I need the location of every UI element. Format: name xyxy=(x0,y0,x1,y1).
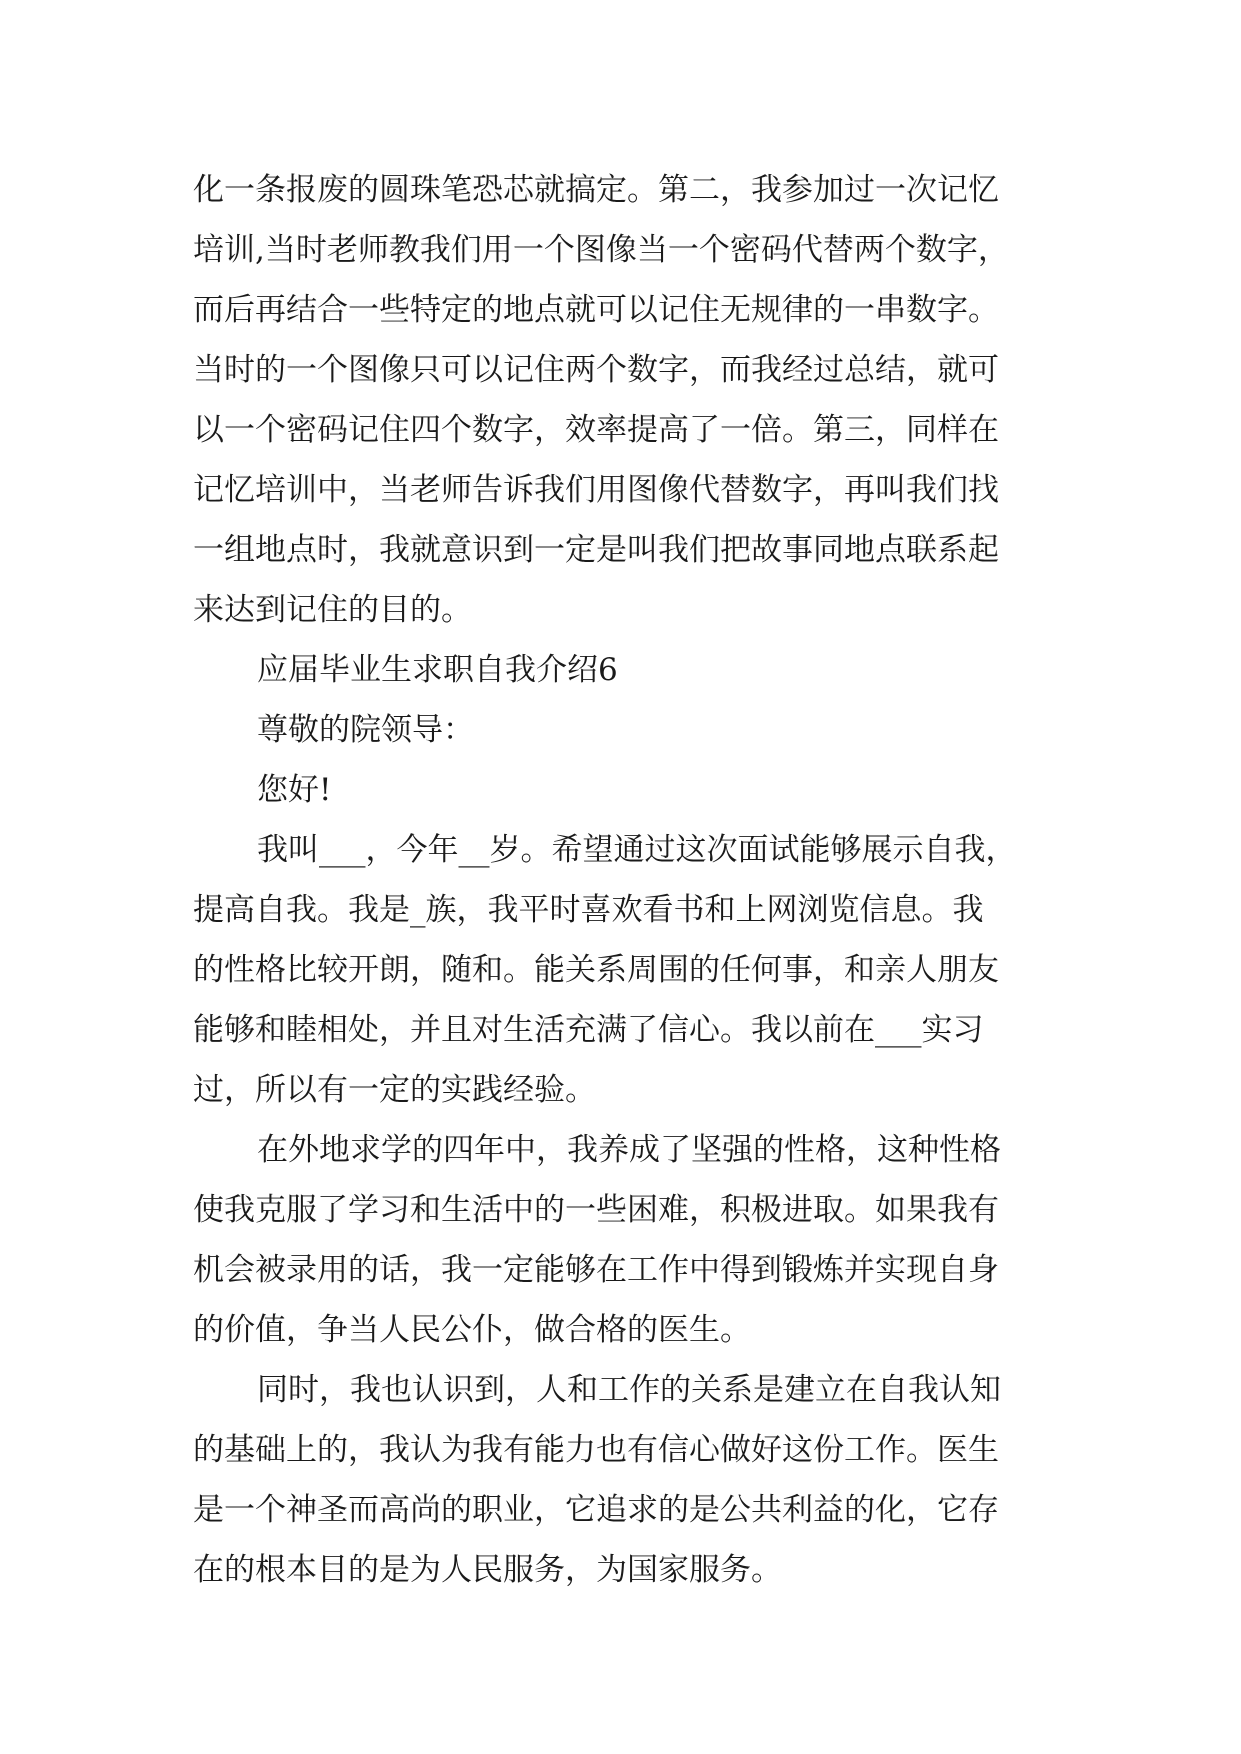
text-line: 的价值，争当人民公仆，做合格的医生。 xyxy=(193,1312,751,1348)
text-line: 来达到记住的目的。 xyxy=(193,592,472,628)
text-line: 使我克服了学习和生活中的一些困难，积极进取。如果我有 xyxy=(193,1192,999,1228)
text-line: 一组地点时，我就意识到一定是叫我们把故事同地点联系起 xyxy=(193,532,999,568)
text-line: 记忆培训中，当老师告诉我们用图像代替数字，再叫我们找 xyxy=(193,472,999,508)
text-line: 过，所以有一定的实践经验。 xyxy=(193,1072,596,1108)
text-line: 是一个神圣而高尚的职业，它追求的是公共利益的化，它存 xyxy=(193,1492,999,1528)
text-line: 提高自我。我是_族，我平时喜欢看书和上网浏览信息。我 xyxy=(193,892,984,928)
paragraph-start: 我叫___，今年__岁。希望通过这次面试能够展示自我， xyxy=(257,832,1017,868)
salutation: 尊敬的院领导： xyxy=(257,712,474,748)
text-line: 以一个密码记住四个数字，效率提高了一倍。第三，同样在 xyxy=(193,412,999,448)
text-line: 当时的一个图像只可以记住两个数字，而我经过总结，就可 xyxy=(193,352,999,388)
text-line: 的性格比较开朗，随和。能关系周围的任何事，和亲人朋友 xyxy=(193,952,999,988)
text-line: 化一条报废的圆珠笔恐芯就搞定。第二，我参加过一次记忆 xyxy=(193,172,999,208)
text-line: 在的根本目的是为人民服务，为国家服务。 xyxy=(193,1552,782,1588)
greeting: 您好! xyxy=(257,772,332,808)
paragraph-start: 在外地求学的四年中，我养成了坚强的性格，这种性格 xyxy=(257,1132,1001,1168)
document-body xyxy=(193,160,1073,1600)
text-line: 机会被录用的话，我一定能够在工作中得到锻炼并实现自身 xyxy=(193,1252,999,1288)
text-line: 的基础上的，我认为我有能力也有信心做好这份工作。医生 xyxy=(193,1432,999,1468)
section-heading: 应届毕业生求职自我介绍6 xyxy=(257,652,618,688)
paragraph-start: 同时，我也认识到，人和工作的关系是建立在自我认知 xyxy=(257,1372,1001,1408)
text-line: 培训,当时老师教我们用一个图像当一个密码代替两个数字， xyxy=(193,232,1009,268)
text-line: 而后再结合一些特定的地点就可以记住无规律的一串数字。 xyxy=(193,292,999,328)
text-line: 能够和睦相处，并且对生活充满了信心。我以前在___实习 xyxy=(193,1012,984,1048)
